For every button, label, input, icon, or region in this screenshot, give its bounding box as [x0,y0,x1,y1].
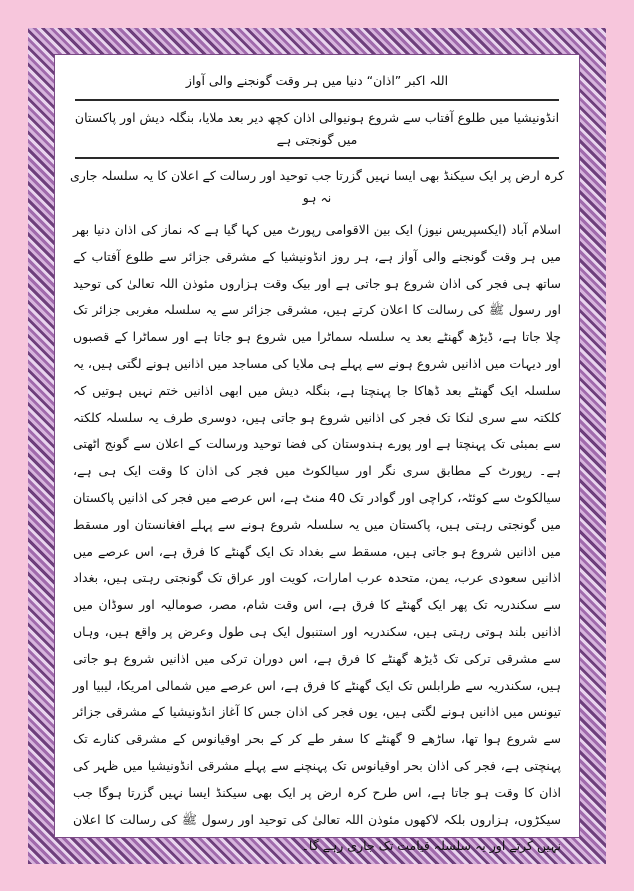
article-title: اللہ اکبر ”اذان“ دنیا میں ہر وقت گونجنے والی آواز [185,73,449,88]
article-panel [54,54,580,854]
decorative-border-frame [28,28,606,864]
divider-middle [75,157,559,159]
headline-primary: انڈونیشیا میں طلوع آفتاب سے شروع ہونیوالی اذان کچھ دیر بعد ملایا، بنگلہ دیش اور پاکستان میں گونجتی ہے [74,110,560,147]
article-body: اسلام آباد (ایکسپریس نیوز) ایک بین الاقوامی رپورٹ میں کہا گیا ہے کہ نماز کی اذان دنیا بھر میں ہر وقت گونجنے والی آواز ہے، ہر روز انڈونیشیا کے مشرقی جزائر سے طلوع آفتاب کے ساتھ ہی فجر کی اذان شروع ہو جاتی ہے اور بیک وقت ہزاروں مئوذن اللہ تعالیٰ کی توحید اور رسول ﷺ کی رسالت کا اعلان کرتے ہیں، مشرقی جزائر سے یہ سلسلہ مغربی جزائر تک چلا جاتا ہے، ڈیڑھ گھنٹے بعد یہ سلسلہ سماٹرا میں شروع ہو جاتا ہے اور سماٹرا کے قصبوں اور دیہات میں اذانیں شروع ہونے سے پہلے ہی ملایا کی مساجد میں اذانیں ہونے لگتی ہیں، یہ سلسلہ ایک گھنٹے بعد ڈھاکا جا پہنچتا ہے، بنگلہ دیش میں ابھی اذانیں ختم نہیں ہوتیں کہ کلکتہ سے سری لنکا تک فجر کی اذانیں شروع ہو جاتی ہیں، دوسری طرف یہ سلسلہ کلکتہ سے بمبئی تک پہنچتا ہے اور پورے ہندوستان کی فضا توحید ورسالت کے اعلان سے گونج اٹھتی ہے۔ رپورٹ کے مطابق سری نگر اور سیالکوٹ میں فجر کی اذان کا وقت ایک ہی ہے، سیالکوٹ سے کوئٹہ، کراچی اور گوادر تک 40 منٹ ہے، اس عرصے میں فجر کی اذانیں پاکستان میں گونجتی رہتی ہیں، پاکستان میں یہ سلسلہ شروع ہونے سے پہلے افغانستان اور مسقط میں اذانیں شروع ہو جاتی ہیں، مسقط سے بغداد تک ایک گھنٹے کا فرق ہے، اس عرصے میں اذانیں سعودی عرب، یمن، متحدہ عرب امارات، کویت اور عراق تک گونجتی رہتی ہیں، بغداد سے سکندریہ تک پھر ایک گھنٹے کا فرق ہے، اس وقت شام، مصر، صومالیہ اور سوڈان میں اذانیں بلند ہوتی رہتی ہیں، سکندریہ اور استنبول ایک ہی طول وعرض پر واقع ہیں، وہاں سے مشرقی ترکی تک ڈیڑھ گھنٹے کا فرق ہے، اس دوران ترکی میں اذانیں شروع ہو جاتی ہیں، سکندریہ سے طرابلس تک ایک گھنٹے کا فرق ہے، اس عرصے میں شمالی امریکا، لیبیا اور تیونس میں اذانیں ہونے لگتی ہیں، یوں فجر کی اذان جس کا آغاز انڈونیشیا کے مشرقی جزائر سے شروع ہوا تھا، ساڑھے 9 گھنٹے کا سفر طے کر کے بحر اوقیانوس کے مشرقی کنارے تک پہنچتی ہے، فجر کی اذان بحر اوقیانوس تک پہنچنے سے پہلے مشرقی انڈونیشیا میں ظہر کی اذان کا وقت ہو جاتا ہے، اس طرح کرہ ارض پر ایک بھی سیکنڈ ایسا نہیں گزرتا ہوگا جب سیکڑوں، ہزاروں بلکہ لاکھوں مئوذن اللہ تعالیٰ کی توحید اور رسول ﷺ کی رسالت کا اعلان نہیں کرتے اور یہ سلسلہ قیامت تک جاری رہے گا۔ [73,222,561,854]
headline-secondary: کرہ ارض پر ایک سیکنڈ بھی ایسا نہیں گزرتا جب توحید اور رسالت کے اعلان کا یہ سلسلہ جاری نہ ہو [69,168,565,205]
divider-top [75,99,559,101]
